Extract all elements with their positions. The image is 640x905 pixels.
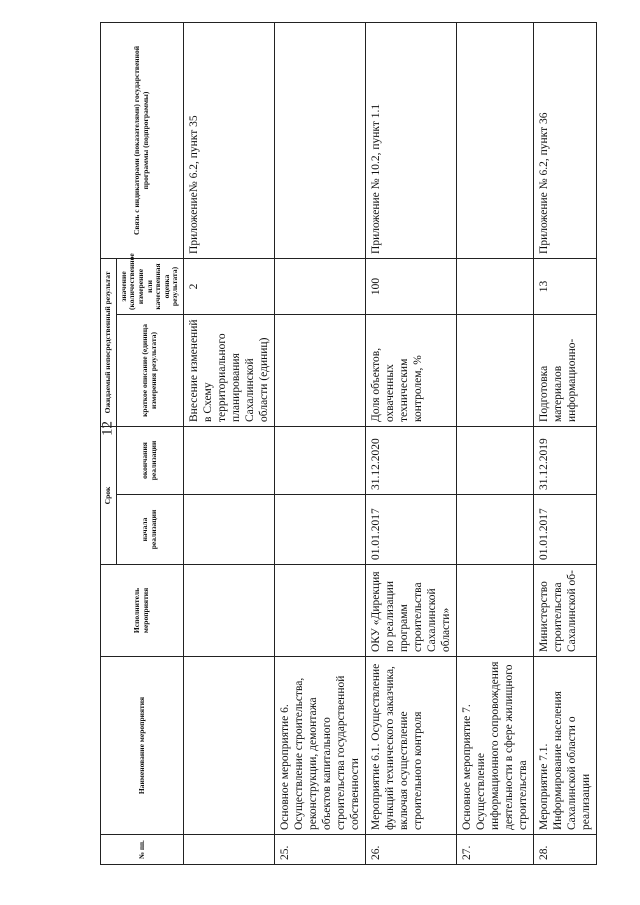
row-link	[457, 22, 534, 258]
row-desc: Доля объектов, охваченных техническим контролем, %	[366, 314, 457, 426]
row-executor: Министерство строительства Сахалинской об-	[534, 565, 597, 657]
header-executor: Исполнитель мероприятия	[101, 565, 184, 657]
row-executor	[275, 565, 366, 657]
row-start: 01.01.2017	[366, 495, 457, 565]
rotated-table-sheet	[100, 23, 593, 865]
row-desc	[275, 314, 366, 426]
row-value	[275, 258, 366, 314]
header-expected-value: значение (количественное измерение или качественная оценка результата)	[116, 258, 183, 314]
row-end	[275, 426, 366, 494]
header-name: Наименование мероприятия	[101, 657, 184, 835]
header-term-end: окончания реализации	[116, 426, 183, 494]
row-executor: ОКУ «Дирекция по реализации программ строительства Сахалинской области»	[366, 565, 457, 657]
table-row	[366, 22, 457, 864]
row-name: Мероприятие 6.1. Осуществление функций технического заказчика, включая осуществление строительного контроля	[366, 657, 457, 835]
page-number: 12	[99, 421, 116, 436]
row-link: Приложение № 10.2, пункт 1.1	[366, 22, 457, 258]
header-term: Срок	[101, 426, 117, 564]
row-end	[184, 426, 275, 494]
row-start	[184, 495, 275, 565]
row-desc	[457, 314, 534, 426]
row-end: 31.12.2019	[534, 426, 597, 494]
row-executor	[457, 565, 534, 657]
row-end: 31.12.2020	[366, 426, 457, 494]
row-value: 100	[366, 258, 457, 314]
row-desc: Подготовка материалов информационно-	[534, 314, 597, 426]
row-link: Приложение№ 6.2, пункт 35	[184, 22, 275, 258]
row-num: 26.	[366, 835, 457, 865]
row-num	[184, 835, 275, 865]
row-name	[184, 657, 275, 835]
row-desc: Внесение изменений в Схему территориального планирования Сахалинской области (единиц)	[184, 314, 275, 426]
header-link: Связь с индикаторами (показателями) государственной программы (подпрограммы)	[101, 22, 184, 258]
row-num: 25.	[275, 835, 366, 865]
row-end	[457, 426, 534, 494]
header-expected: Ожидаемый непосредственный результат	[101, 258, 117, 426]
header-expected-desc: краткое описание (единица измерения результата)	[116, 314, 183, 426]
row-name: Мероприятие 7.1. Информирование населения Сахалинской области о реализации	[534, 657, 597, 835]
row-num: 28.	[534, 835, 597, 865]
row-executor	[184, 565, 275, 657]
header-term-start: начала реализации	[116, 495, 183, 565]
header-num: № пп.	[101, 835, 184, 865]
row-num: 27.	[457, 835, 534, 865]
row-value: 13	[534, 258, 597, 314]
table-row	[457, 22, 534, 864]
row-value: 2	[184, 258, 275, 314]
activities-table	[100, 22, 597, 865]
table-row	[184, 22, 275, 864]
header-row-1	[101, 22, 117, 864]
table-row	[534, 22, 597, 864]
row-value	[457, 258, 534, 314]
row-link: Приложение № 6.2, пункт 36	[534, 22, 597, 258]
row-start: 01.01.2017	[534, 495, 597, 565]
row-start	[275, 495, 366, 565]
table-row	[275, 22, 366, 864]
row-start	[457, 495, 534, 565]
row-name: Основное мероприятие 6. Осуществление строительства, реконструкции, демонтажа объектов капитального строительства государственной собственности	[275, 657, 366, 835]
row-link	[275, 22, 366, 258]
row-name: Основное мероприятие 7. Осуществление информационного сопровождения деятельности в сфере жилищного строительства	[457, 657, 534, 835]
